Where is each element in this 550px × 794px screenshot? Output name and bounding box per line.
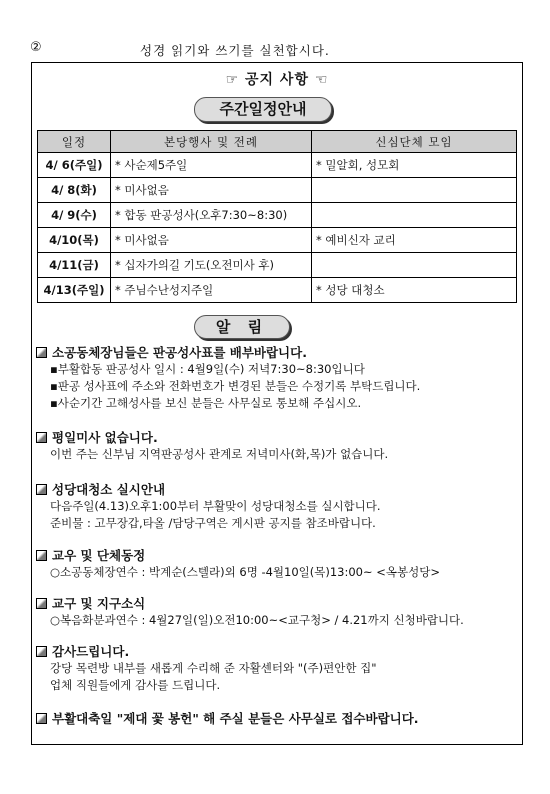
row-main: * 미사없음 bbox=[111, 178, 312, 203]
motto-text: 성경 읽기와 쓰기를 실천합시다. bbox=[140, 43, 330, 58]
row-date: 4/ 8(화) bbox=[38, 178, 111, 203]
checkbox-square-icon bbox=[36, 550, 47, 561]
section-line: ○복음화분과연수 : 4월27일(일)오전10:00~<교구청> / 4.21까지 신청바랍니다. bbox=[50, 613, 464, 627]
section-line: ▪사순기간 고해성사를 보신 분들은 사무실로 통보해 주십시오. bbox=[50, 396, 362, 410]
section-title: 교우 및 단체동정 bbox=[52, 548, 146, 563]
row-date: 4/10(목) bbox=[38, 228, 111, 253]
row-date: 4/ 9(수) bbox=[38, 203, 111, 228]
row-date: 4/13(주일) bbox=[38, 278, 111, 303]
row-group: * 밀알회, 성모회 bbox=[312, 153, 517, 178]
table-row bbox=[38, 278, 517, 303]
table-row bbox=[38, 228, 517, 253]
schedule-header-row bbox=[38, 131, 517, 153]
col-main: 본당행사 및 전례 bbox=[111, 131, 312, 153]
page-number: ② bbox=[30, 40, 42, 55]
row-main: * 주님수난성지주일 bbox=[111, 278, 312, 303]
section-line: ▪판공 성사표에 주소와 전화번호가 변경된 분들은 수정기록 부탁드립니다. bbox=[50, 379, 421, 393]
row-group: * 성당 대청소 bbox=[312, 278, 517, 303]
section-line: 이번 주는 신부님 지역판공성사 관계로 저녁미사(화,목)가 없습니다. bbox=[50, 447, 389, 461]
row-date: 4/ 6(주일) bbox=[38, 153, 111, 178]
section-thanks bbox=[36, 643, 520, 694]
section-line: ▪부활합동 판공성사 일시 : 4월9일(수) 저녁7:30~8:30입니다 bbox=[50, 362, 365, 376]
announcements-title: 알 림 bbox=[194, 315, 290, 339]
row-group: * 예비신자 교리 bbox=[312, 228, 517, 253]
section-title: 부활대축일 "제대 꽃 봉헌" 해 주실 분들은 사무실로 접수바랍니다. bbox=[52, 711, 419, 726]
section-line: 업체 직원들에게 감사를 드립니다. bbox=[50, 678, 221, 692]
table-row bbox=[38, 203, 517, 228]
row-main: * 미사없음 bbox=[111, 228, 312, 253]
row-main: * 합동 판공성사(오후7:30~8:30) bbox=[111, 203, 312, 228]
checkbox-square-icon bbox=[36, 484, 47, 495]
section-easter-flowers bbox=[36, 710, 520, 727]
section-parish-news bbox=[36, 547, 520, 581]
table-row bbox=[38, 178, 517, 203]
section-confession-slips bbox=[36, 344, 520, 412]
section-title: 성당대청소 실시안내 bbox=[52, 482, 166, 497]
col-date: 일정 bbox=[38, 131, 111, 153]
section-title: 소공동체장님들은 판공성사표를 배부바랍니다. bbox=[52, 345, 307, 360]
row-main: * 십자가의길 기도(오전미사 후) bbox=[111, 253, 312, 278]
section-line: ○소공동체장연수 : 박계순(스텔라)외 6명 -4월10일(목)13:00~ <옥봉성당> bbox=[50, 565, 440, 579]
notice-frame bbox=[31, 62, 523, 745]
section-cleaning bbox=[36, 481, 520, 532]
checkbox-square-icon bbox=[36, 432, 47, 443]
schedule-title: 주간일정안내 bbox=[194, 97, 332, 122]
notice-title: ☞ 공지 사항 ☜ bbox=[225, 72, 329, 88]
checkbox-square-icon bbox=[36, 598, 47, 609]
section-line: 다음주일(4.13)오후1:00부터 부활맞이 성당대청소를 실시합니다. bbox=[50, 499, 381, 513]
section-no-weekday-mass bbox=[36, 429, 520, 463]
row-group bbox=[312, 178, 517, 203]
col-group: 신심단체 모임 bbox=[312, 131, 517, 153]
checkbox-square-icon bbox=[36, 713, 47, 724]
schedule-table bbox=[37, 130, 517, 303]
checkbox-square-icon bbox=[36, 646, 47, 657]
section-title: 감사드립니다. bbox=[52, 644, 130, 659]
table-row bbox=[38, 153, 517, 178]
row-date: 4/11(금) bbox=[38, 253, 111, 278]
row-group bbox=[312, 253, 517, 278]
table-row bbox=[38, 253, 517, 278]
checkbox-square-icon bbox=[36, 347, 47, 358]
row-main: * 사순제5주일 bbox=[111, 153, 312, 178]
section-title: 교구 및 지구소식 bbox=[52, 596, 146, 611]
section-line: 강당 목련방 내부를 새롭게 수리해 준 자활센터와 "(주)편안한 집" bbox=[50, 661, 377, 675]
row-group bbox=[312, 203, 517, 228]
section-title: 평일미사 없습니다. bbox=[52, 430, 158, 445]
section-line: 준비물 : 고무장갑,타올 /담당구역은 게시판 공지를 참조바랍니다. bbox=[50, 516, 376, 530]
section-diocese-news bbox=[36, 595, 520, 629]
